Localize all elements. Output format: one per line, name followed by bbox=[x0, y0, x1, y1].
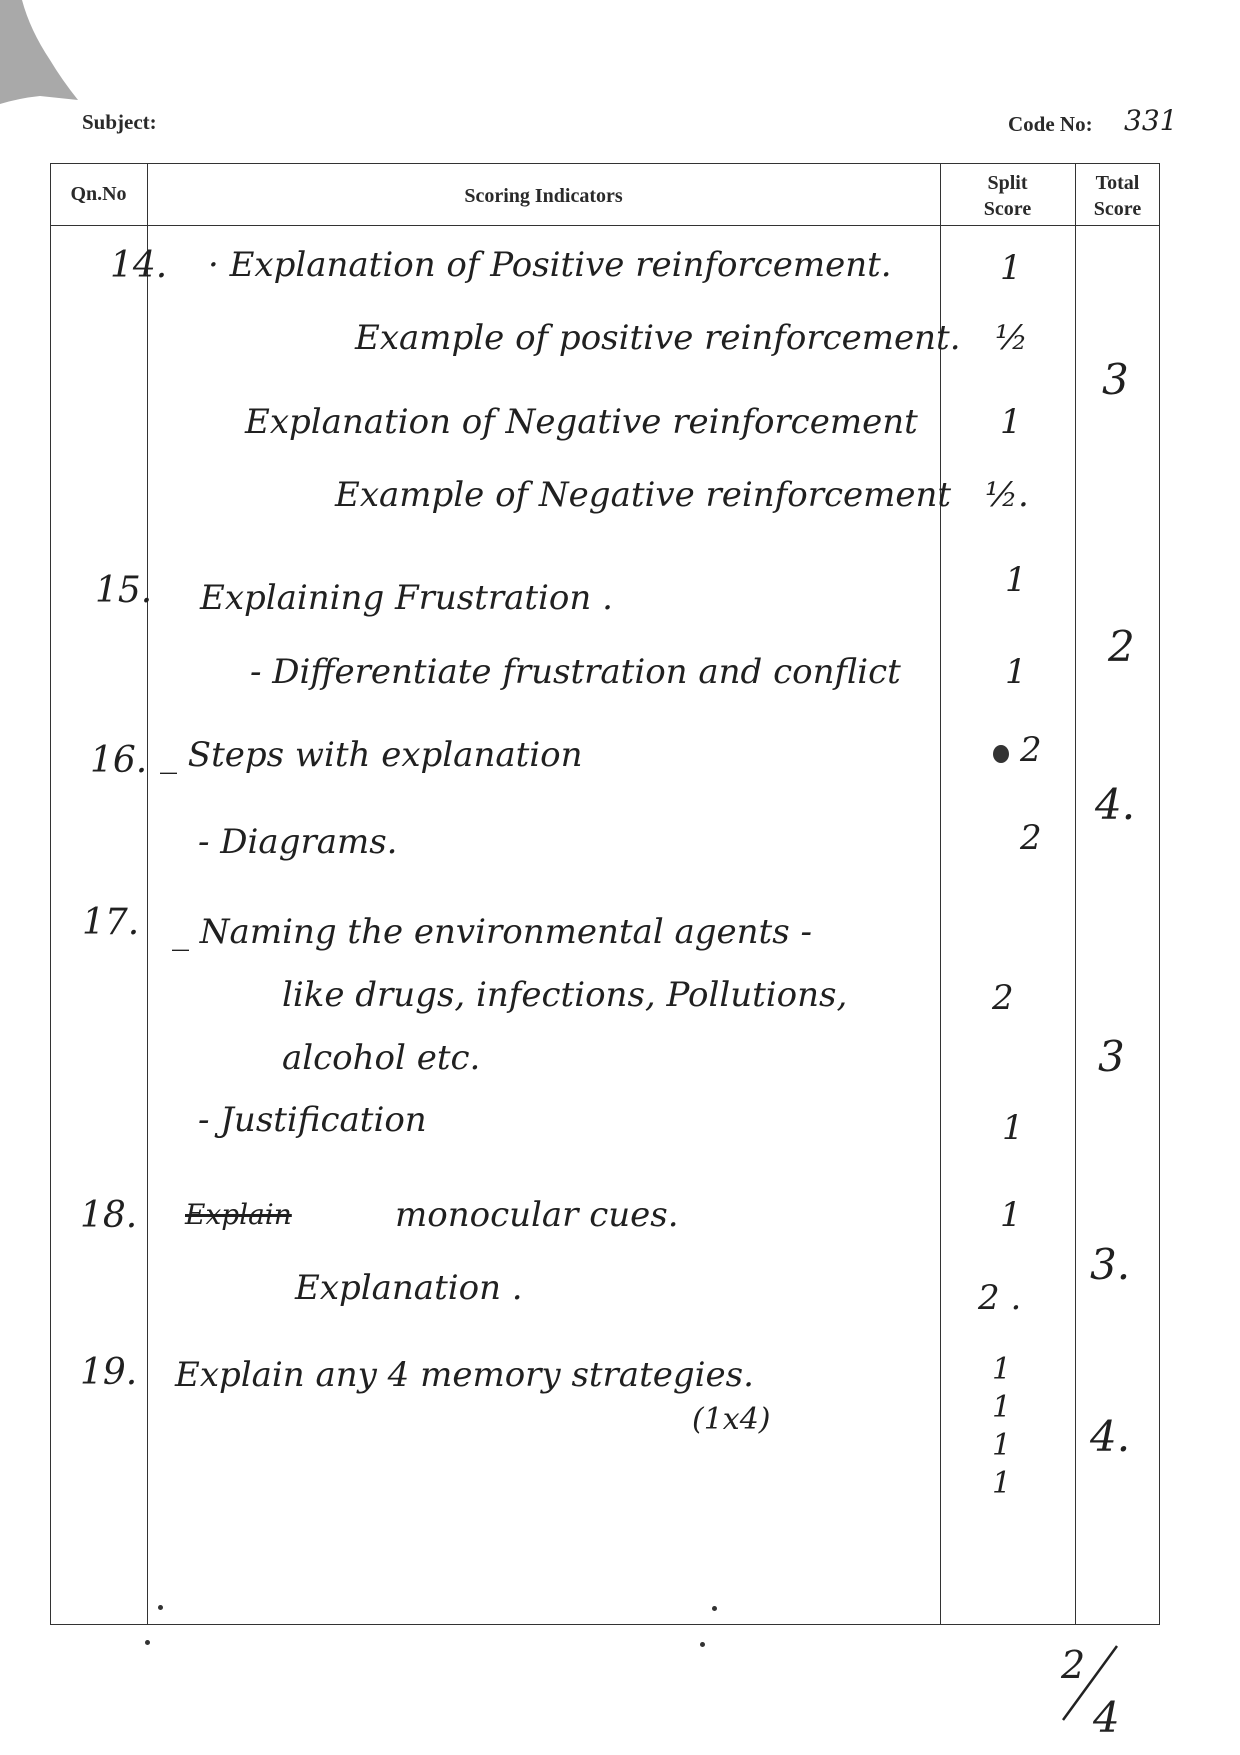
column-header-split bbox=[940, 170, 1075, 222]
scan-speck bbox=[700, 1642, 705, 1647]
subject-label: Subject: bbox=[82, 110, 157, 134]
page-number: 2 bbox=[1061, 1643, 1086, 1687]
indicator-line: Example of positive reinforcement. bbox=[355, 318, 961, 358]
indicator-line: Explanation of Negative reinforcement bbox=[245, 402, 918, 442]
total-score-header: Total Score bbox=[1093, 172, 1142, 220]
indicator-line: · Explanation of Positive reinforcement. bbox=[208, 245, 892, 285]
split-score: 1 bbox=[992, 1352, 1012, 1387]
question-number: 15. bbox=[95, 570, 153, 611]
indicator-line: Explaining Frustration . bbox=[200, 578, 613, 618]
split-score: ½. bbox=[985, 475, 1029, 515]
scan-speck bbox=[145, 1640, 150, 1645]
code-value: 331 bbox=[1124, 104, 1178, 137]
question-number: 14. bbox=[110, 245, 168, 286]
split-score: 2 bbox=[1020, 818, 1042, 858]
split-score: 1 bbox=[992, 1466, 1012, 1501]
column-header-qn: Qn.No bbox=[70, 183, 127, 205]
total-score: 3 bbox=[1102, 355, 1129, 404]
indicator-line: monocular cues. bbox=[395, 1195, 679, 1235]
split-score: 2 . bbox=[978, 1278, 1022, 1318]
total-score: 4. bbox=[1095, 780, 1136, 829]
split-score: 1 bbox=[1002, 1108, 1024, 1148]
total-score: 4. bbox=[1090, 1412, 1131, 1461]
split-score: 1 bbox=[992, 1428, 1012, 1463]
indicator-line: - Diagrams. bbox=[198, 822, 398, 862]
scan-speck bbox=[158, 1605, 163, 1610]
split-score: 1 bbox=[1005, 560, 1027, 600]
indicator-line: alcohol etc. bbox=[282, 1038, 481, 1078]
split-score: 2 bbox=[1020, 730, 1042, 770]
column-divider bbox=[940, 163, 941, 1625]
column-divider bbox=[147, 163, 148, 1625]
ink-blot bbox=[993, 745, 1009, 763]
indicator-line: Example of Negative reinforcement bbox=[335, 475, 952, 515]
question-number: 19. bbox=[80, 1352, 138, 1393]
split-score: 2 bbox=[992, 978, 1014, 1018]
indicator-line: - Differentiate frustration and conflict bbox=[250, 652, 901, 692]
split-score: ½ bbox=[995, 318, 1028, 358]
code-label: Code No: bbox=[1008, 112, 1093, 136]
struck-indicator: Explain bbox=[185, 1198, 292, 1231]
column-header-indicators: Scoring Indicators bbox=[464, 185, 623, 207]
split-score: 1 bbox=[1000, 1195, 1022, 1235]
page-total: 4 bbox=[1093, 1693, 1120, 1740]
split-score-header: Split Score bbox=[983, 172, 1032, 220]
indicator-line: Explain any 4 memory strategies. bbox=[175, 1355, 754, 1395]
page-fraction bbox=[1055, 1640, 1135, 1740]
header-divider bbox=[50, 225, 1160, 226]
question-number: 18. bbox=[80, 1195, 138, 1236]
scan-speck bbox=[712, 1606, 717, 1611]
total-score: 3 bbox=[1098, 1032, 1125, 1081]
split-score: 1 bbox=[992, 1390, 1012, 1425]
split-score: 1 bbox=[1000, 248, 1022, 288]
indicator-line: _ Steps with explanation bbox=[160, 735, 583, 775]
total-score: 3. bbox=[1090, 1240, 1131, 1289]
question-number: 17. bbox=[82, 902, 140, 943]
column-divider bbox=[1075, 163, 1076, 1625]
total-score: 2 bbox=[1108, 622, 1135, 671]
column-header-total bbox=[1075, 170, 1160, 222]
indicator-line: like drugs, infections, Pollutions, bbox=[282, 975, 848, 1015]
indicator-line: (1x4) bbox=[692, 1402, 771, 1437]
torn-corner bbox=[0, 0, 80, 110]
indicator-line: - Justification bbox=[198, 1100, 427, 1140]
indicator-line: _ Naming the environmental agents - bbox=[172, 912, 812, 952]
split-score: 1 bbox=[1005, 652, 1027, 692]
indicator-line: Explanation . bbox=[295, 1268, 523, 1308]
question-number: 16. bbox=[90, 740, 148, 781]
split-score: 1 bbox=[1000, 402, 1022, 442]
